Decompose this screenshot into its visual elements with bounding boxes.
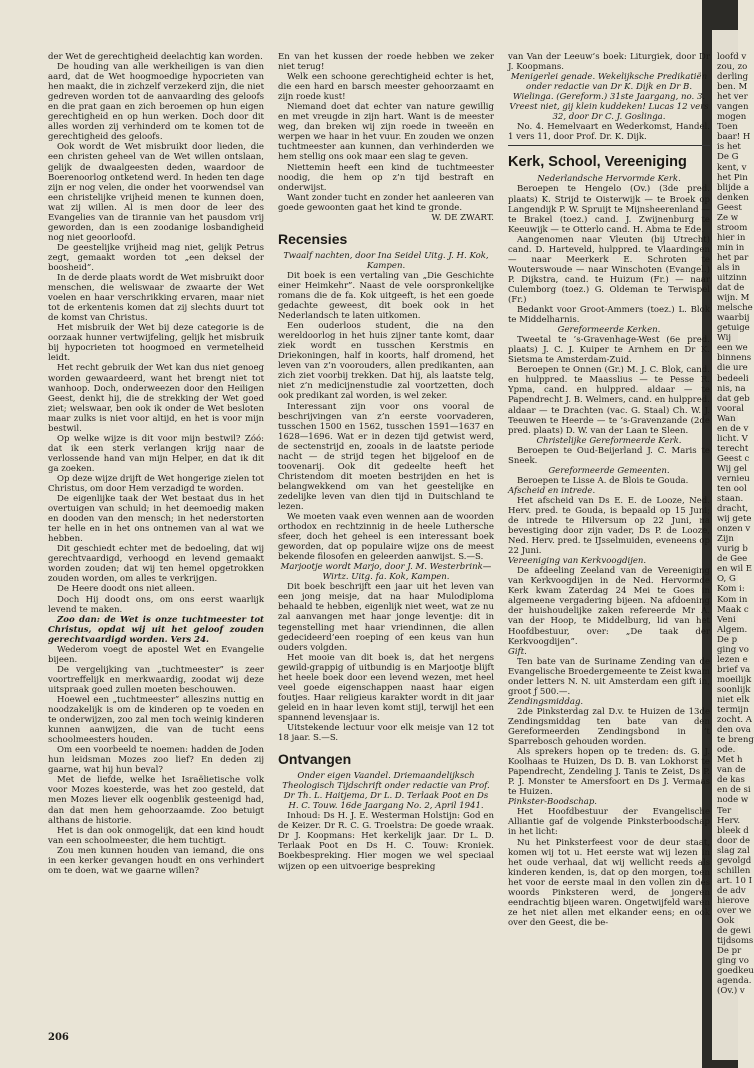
- cropped-line: Maak c: [717, 604, 749, 615]
- cropped-line: denken: [717, 192, 749, 203]
- cropped-line: vangen: [717, 102, 749, 113]
- cropped-line: licht. V: [717, 433, 748, 444]
- cropped-line: Herv.: [717, 815, 741, 826]
- cropped-line: brief va: [717, 664, 751, 675]
- paragraph: Marjootje wordt Marjo, door J. M. Westerbrink—Wirtz. Uitg. fa. Kok, Kampen.: [280, 562, 492, 583]
- cropped-line: Ter: [717, 805, 732, 816]
- cropped-line: Kom i:: [717, 584, 745, 595]
- cropped-line: tijdsoms: [717, 936, 754, 947]
- column-4-cropped: [717, 52, 754, 1042]
- paragraph: Zendingsmiddag.: [508, 696, 584, 707]
- cropped-line: is het: [717, 142, 741, 153]
- cropped-line: baar! H: [717, 132, 751, 143]
- cropped-line: slag zal: [717, 845, 750, 856]
- paragraph: Het afscheid van Ds E. E. de Looze, Ned. Herv. pred. te Gouda, is bepaald op 15 Juni; de intrede te Hilversum op 22 Juni, na bevestiging door zijn vader, Ds P. de Looze, Ned. Herv. pred. te IJsselmuiden, eveneens op 22 Juni.: [508, 495, 710, 557]
- paragraph: De Heere doodt ons niet alleen.: [57, 584, 195, 595]
- cropped-line: over we: [717, 905, 752, 916]
- cropped-line: agenda.: [717, 976, 752, 987]
- paragraph: Het Hoofdbestuur der Evangelische Alliantie gaf de volgende Pinksterboodschap in het licht:: [508, 807, 710, 838]
- cropped-line: Veni: [717, 614, 736, 625]
- paragraph: Een ouderloos student, die na den wereldoorlog in het huis zijner tante komt, daar ziek wordt en tusschen Kerstmis en Driekoningen, half in koorts, half dromend, het leven van z’n voorouders, allen predikanten, aan zich ziet voorbij trekken. Dat hij, als laatste telg, niet z’n medicijnenstudie zal voortzetten, doch ook predikant zal worden, is wel zeker.: [278, 321, 494, 402]
- cropped-line: bleek d: [717, 825, 749, 836]
- cropped-line: het ver: [717, 92, 748, 103]
- paragraph: Hoewel een „tuchtmeester” alleszins nuttig en noodzakelijk is om de kinderen op te voeden en te onderwijzen, zoo zal men toch weinig kinderen kunnen aanwijzen, die van de tucht eens schoolmeesters houden.: [48, 695, 264, 746]
- paragraph: Welk een schoone gerechtigheid echter is het, die een hard en barsch meester gehoorzaamt en zijn roede kust!: [278, 72, 494, 103]
- paragraph: Beroepen te Oud-Beijerland J. C. Maris te Sneek.: [508, 445, 710, 466]
- section-rule: [508, 145, 710, 146]
- section-heading: Kerk, School, Vereeniging: [508, 154, 687, 171]
- cropped-line: vurig b: [717, 544, 748, 555]
- paragraph: Om een voorbeeld te noemen: hadden de Joden hun leidsman Mozes zoo lief? En deden zij gaarne, wat hij hun beval?: [48, 745, 264, 776]
- paragraph: Gereformeerde Gemeenten.: [548, 465, 670, 476]
- cropped-line: ode.: [717, 745, 736, 756]
- cropped-line: melsche: [717, 303, 753, 314]
- cropped-line: en de si: [717, 785, 751, 796]
- paragraph: Inhoud: Ds H. J. E. Westerman Holstijn: God en de Keizer. Dr R. C. G. Troelstra: De goede wraak. Dr J. Koopmans: Het kerkelijk jaar. Dr L. D. Terlaak Poot en Ds H. C. Touw: Kroniek. Boekbespreking. Hier mogen we wel speciaal wijzen op een uitvoerige bespreking: [278, 811, 494, 872]
- paragraph: Gift.: [508, 646, 527, 657]
- paragraph: 2de Pinksterdag zal D.v. te Huizen de 13de Zendingsmiddag ten bate van den Gereformeerden Zendingsbond in ’t Sparrebosch gehouden worden.: [508, 706, 710, 748]
- cropped-line: dracht,: [717, 504, 749, 515]
- cropped-line: wij gete: [717, 514, 752, 525]
- cropped-line: en wil E: [717, 564, 753, 575]
- cropped-line: stroom: [717, 222, 748, 233]
- paragraph: De afdeeling Zeeland van de Vereeniging van Kerkvoogdijen in de Ned. Hervormde Kerk kwam Zaterdag 24 Mei te Goes in algemeene vergadering bijeen. Na afdoening der huishoudelijke zaken refereerde Mr A. van der Hoop, te Middelburg, lid van het Hoofdbestuur, over: „De taak der Kerkvoogdijen”.: [508, 566, 710, 647]
- column-3: [508, 52, 710, 1042]
- section-heading: Ontvangen: [278, 751, 352, 768]
- paragraph: Beroepen te Onnen (Gr.) M. J. C. Blok, cand. en hulppred. te Maasslius — te Pesse R. Ypma, cand. en hulppred. aldaar — te Papendrecht J. B. Welmers, cand. en hulppred. aldaar — te Drachten (vac. G. Staal) Ch. W. J. Teeuwen te Heerde — te ’s-Gravenzande (2de pred. plaats) D. W. van der Laan te Sleen.: [508, 365, 710, 436]
- cropped-line: termijn: [717, 705, 749, 716]
- paragraph: Uitstekende lectuur voor elk meisje van 12 tot 18 jaar. S.—S.: [278, 723, 494, 744]
- paragraph: En van het kussen der roede hebben we zeker niet terug!: [278, 52, 494, 73]
- cropped-line: Wan: [717, 413, 736, 424]
- cropped-line: die ure: [717, 363, 748, 374]
- cropped-line: vooral: [717, 403, 745, 414]
- paragraph: Op welke wijze is dit voor mijn bestwil? Zóó: dat ik een sterk verlangen krijg naar de verlossende hand van mijn Helper, en dat ik dit ga zoeken.: [48, 433, 264, 474]
- cropped-line: door de: [717, 835, 751, 846]
- cropped-line: het Pin: [717, 172, 748, 183]
- cropped-line: Geest: [717, 202, 742, 213]
- cropped-line: dat de: [717, 283, 745, 294]
- cropped-line: Ze w: [717, 212, 739, 223]
- cropped-line: nis, na: [717, 383, 746, 394]
- paragraph: Beroepen te Lisse A. de Blois te Gouda.: [517, 475, 689, 486]
- paragraph: Nederlandsche Hervormde Kerk.: [537, 174, 681, 185]
- paragraph: Twaalf nachten, door Ina Seidel Uitg. J. H. Kok, Kampen.: [283, 250, 489, 271]
- cropped-line: lezen e: [717, 654, 748, 665]
- cropped-line: den ova: [717, 725, 751, 736]
- paragraph: Zoo dan: de Wet is onze tuchtmeester tot Christus, opdat wij uit het geloof zouden gerechtvaardigd worden. Vers 24.: [48, 614, 264, 645]
- paragraph: Het mooie van dit boek is, dat het nergens gewild-grappig of uitbundig is en Marjootje blijft het heele boek door een levend wezen, met heel veel goede eigenschappen naast haar eigen foutjes. Haar religieus karakter wordt in dit jaar geleid en in haar leven komt stijl, terwijl het een spannend levensjaar is.: [278, 652, 494, 723]
- paragraph: Onder eigen Vaandel. Driemaandelijksch Theologisch Tijdschrift onder redactie van Prof. Dr Th. L. Haitjema, Dr L. D. Terlaak Poot en Ds H. C. Touw. 16de Jaargang No. 2, April 1941.: [282, 771, 490, 812]
- paragraph: Op deze wijze drijft de Wet hongerige zielen tot Christus, om door Hem verzadigd te worden.: [48, 473, 264, 495]
- cropped-line: staan.: [717, 494, 744, 505]
- cropped-line: niet elk: [717, 695, 750, 705]
- cropped-line: vernieu: [717, 473, 750, 484]
- cropped-line: de gewi: [717, 926, 751, 937]
- cropped-line: de Gee: [717, 554, 748, 565]
- paragraph: Menigerlei genade. Wekelijksche Predikatiën onder redactie van Dr K. Dijk en Dr B. Wielinga. (Gereform.) 31ste Jaargang, no. 3. Vreest niet, gij klein kuddeken! Lucas 12 vers 32, door Dr C. J. Goslinga.: [509, 72, 709, 123]
- paragraph: Interessant zijn voor ons vooral de beschrijvingen van z’n eerste voorvaderen, tusschen 1500 en 1562, tusschen 1591—1637 en 1628—1696. Wat er in dezen tijd getwist werd, de sectenstrijd en, zooals in de laatste periode nacht — de strijd tegen het bijgeloof en de toovenarij. Ook dit gedeelte heeft het Christendom dit moeten bestrijden en het is belangwekkend om van het geestelijke en zedelijke leven van dien tijd in Duitschland te lezen.: [278, 401, 494, 512]
- paragraph: Het misbruik der Wet bij deze categorie is de oorzaak hunner vertwijfeling, gelijk het misbruik bij hypocrieten tot hoogmoed en vermetelheid leidt.: [48, 323, 264, 364]
- cropped-line: ten ool: [717, 484, 747, 495]
- paragraph: Dit geschiedt echter met de bedoeling, dat wij gerechtvaardigd, verhoogd en levend gemaakt worden zouden; dat wij ten hemel opgetrokken zouden worden, om alles te verkrijgen.: [48, 544, 264, 585]
- cropped-line: O, G: [717, 574, 736, 585]
- paragraph: Nu het Pinksterfeest voor de deur staat, komen wij tot u. Het eerste wat wij lezen in het oude verhaal, dat wij wellicht reeds als kinderen kenden, is, dat op den morgen, toen het voor de eerste maal in den vollen zin des woords Pinksteren werd, de jongeren eendrachtig bijeen waren. Ongetwijfeld waren ze het niet allen met elkander eens; en ook over den Geest, die be-: [508, 837, 710, 928]
- cropped-line: moeilijk: [717, 674, 752, 685]
- cropped-line: derling: [717, 72, 749, 83]
- paragraph: De eigenlijke taak der Wet bestaat dus in het overtuigen van schuld; in het deemoedig maken en dooden van den mensch; in het nederstorten ter helle en in het ons ontnemen van al wat we hebben.: [48, 494, 264, 545]
- paragraph: Tweetal te ’s-Gravenhage-West (6e pred. plaats) J. C. J. Kuiper te Arnhem en Dr K. Sietsma te Amsterdam-Zuid.: [508, 335, 710, 366]
- paragraph: Het is dan ook onmogelijk, dat een kind houdt van een schoolmeester, die hem tuchtigt.: [48, 825, 264, 846]
- cropped-line: Kom in: [717, 594, 748, 605]
- paragraph: W. DE ZWART.: [431, 212, 494, 223]
- cropped-line: te breng: [717, 735, 754, 746]
- cropped-line: onzen v: [717, 524, 751, 535]
- paragraph: We moeten vaak even wennen aan de woorden orthodox en rechtzinnig in de heele Luthersche sfeer, doch het geheel is een interessant boek geworden, dat op populaire wijze ons de meest bekende filosofen en geleerden aanwijst. S.—S.: [278, 512, 494, 563]
- cropped-line: uitzinn: [717, 273, 747, 284]
- cropped-line: als in: [717, 262, 741, 273]
- cropped-line: Algem.: [717, 624, 748, 635]
- paragraph: Ook wordt de Wet misbruikt door lieden, die een christen geheel van de Wet willen ontslaan, gelijk de dwaalgeesten deden, waardoor de Boerenoorlog ontketend werd. In heden ten dage zijn er nog velen, die onder het voorwendsel van een christelijke vrijheid menen te kunnen doen, wat zij willen. Al is men door de leer des Evangelies van de tirannie van het pausdom vrij geworden, dan is een zoodanige losbandigheid nog niet geoorloofd.: [48, 142, 264, 243]
- page-number: 206: [48, 1032, 69, 1043]
- cropped-line: loofd v: [717, 52, 747, 62]
- paragraph: Dit boek beschrijft een jaar uit het leven van een jong meisje, dat na haar Mulodiploma behaald te hebben, eigenlijk niet weet, wat ze nu zal aanvangen met haar jonge leventje: dit in tegenstelling met haar vriendinnen, die allen gedecideerd’een roeping of een keus van hun ouders volgden.: [278, 582, 494, 653]
- paragraph: In de derde plaats wordt de Wet misbruikt door menschen, die weliswaar de zwaarte der Wet voelen en haar verschrikking ervaren, maar niet tot de erkentenis komen dat zij slechts duurt tot de komst van Christus.: [48, 273, 264, 324]
- paragraph: Als sprekers hopen op te treden: ds. G. J. Koolhaas te Huizen, Ds D. B. van Lokhorst te Papendrecht, Zendeling J. Tanis te Zeist, Ds P. P. J. Monster te Amersfoort en Ds J. Vermaas te Huizen.: [508, 747, 710, 798]
- cropped-line: kent, v: [717, 162, 747, 173]
- cropped-line: de adv: [717, 885, 746, 896]
- cropped-line: Zijn: [717, 534, 734, 545]
- cropped-line: hier in: [717, 232, 746, 243]
- cropped-line: hierove: [717, 895, 750, 906]
- cropped-line: Ook: [717, 916, 735, 927]
- cropped-line: Toen: [717, 122, 738, 133]
- cropped-line: ging vo: [717, 956, 749, 967]
- cropped-line: en de v: [717, 423, 749, 434]
- cropped-line: waarbij: [717, 313, 750, 324]
- cropped-line: ging vo: [717, 644, 749, 655]
- cropped-line: zocht. A: [717, 715, 752, 726]
- cropped-line: van de: [717, 765, 746, 776]
- cropped-line: Wij: [717, 333, 732, 344]
- paragraph: Het recht gebruik der Wet kan dus niet genoeg worden gewaardeerd, want het brengt niet tot wanhoop. Doch, onderweezen door den Heiligen Geest, denkt hij, die de strekking der Wet goed ziet; welswaar, ben ook ik onder de Wet besloten maar zulks is niet voor altijd, en het is voor mijn bestwil.: [48, 363, 264, 434]
- paragraph: Vereeniging van Kerkvoogdijen.: [508, 556, 647, 567]
- paragraph: Doch Hij doodt ons, om ons eerst waarlijk levend te maken.: [48, 594, 264, 615]
- paragraph: De vergelijking van „tuchtmeester” is zeer voortreffelijk en merkwaardig, zoodat wij deze uitspraak goed zullen moeten beschouwen.: [48, 664, 264, 695]
- cropped-line: min in: [717, 242, 745, 253]
- cropped-line: node w: [717, 795, 749, 806]
- cropped-line: De G: [717, 152, 739, 163]
- paragraph: Met de liefde, welke het Israëlietische volk voor Mozes koesterde, was het zoo gesteld, dat men Mozes liever elk oogenblik gesteenigd had, dan dat men hem gehoorzaamde. Zoo betuigt althans de historie.: [48, 775, 264, 826]
- cropped-line: dat geb: [717, 393, 750, 404]
- paragraph: Gereformeerde Kerken.: [557, 325, 661, 336]
- cropped-line: goedkeu: [717, 966, 754, 977]
- cropped-line: getuige: [717, 323, 750, 334]
- paragraph: Beroepen te Hengelo (Ov.) (3de pred. plaats) K. Strijd te Oisterwijk — te Broek op Langendijk P. W. Spruijt te Mijnsheerenland — te Brakel (toez.) cand. J. Zwijnenburg te Keeuwijk — te Otterlo cand. H. Abma te Ede.: [508, 184, 710, 235]
- cropped-line: blijde a: [717, 182, 749, 193]
- paragraph: Christelijke Gereformeerde Kerk.: [536, 435, 682, 446]
- cropped-line: Wij gel: [717, 463, 747, 474]
- paragraph: Niettemin heeft een kind de tuchtmeester noodig, die hem op z’n tijd bestraft en onderwijst.: [278, 162, 494, 193]
- paragraph: Wederom voegt de apostel Wet en Evangelie bijeen.: [48, 644, 264, 665]
- paragraph: De houding van alle werkheiligen is van dien aard, dat de Wet hoogmoedige hypocrieten van hen maakt, die in zichzelf verzekerd zijn, die niet gedreven worden tot de aanvaarding des geloofs en die prat gaan en zich beroemen op hun eigen gerechtigheid en op hun werken. Doch door dit alles worden zij verhinderd om te komen tot de gerechtigheid des geloofs.: [48, 62, 264, 143]
- cropped-line: soonlijk: [717, 684, 751, 695]
- cropped-line: terecht: [717, 443, 749, 454]
- cropped-line: De pr: [717, 946, 742, 957]
- column-1: [48, 52, 264, 1042]
- cropped-line: Met h: [717, 755, 743, 766]
- paragraph: der Wet de gerechtigheid deelachtig kan worden.: [48, 52, 263, 62]
- cropped-line: bedeeli: [717, 373, 749, 384]
- paragraph: Zou men kunnen houden van iemand, die ons in een kerker gevangen houdt en ons verhindert om te doen, wat we gaarne willen?: [48, 845, 264, 876]
- section-heading: Recensies: [278, 230, 348, 247]
- cropped-line: art. 10 I: [717, 875, 753, 886]
- paragraph: Bedankt voor Groot-Ammers (toez.) L. Blok te Middelharnis.: [508, 305, 710, 326]
- cropped-line: een we: [717, 343, 748, 354]
- cropped-line: het par: [717, 252, 749, 263]
- cropped-line: gevolgd: [717, 855, 752, 866]
- cropped-line: Geest c: [717, 453, 750, 464]
- cropped-line: De p: [717, 634, 738, 645]
- cropped-line: de kas: [717, 775, 745, 786]
- cropped-line: ben. M: [717, 82, 748, 93]
- cropped-line: binnens: [717, 353, 752, 364]
- cropped-line: zou, zo: [717, 62, 748, 73]
- paragraph: Dit boek is een vertaling van „Die Geschichte einer Heimkehr”. Naast de vele oorspronkelijke romans die de fa. Kok uitgeeft, is het een goede gedachte geweest, dit boek ook in het Nederlandsch te laten uitkomen.: [278, 270, 494, 322]
- cropped-line: mogen: [717, 112, 747, 123]
- column-2: [278, 52, 494, 910]
- cropped-line: wijn. M: [717, 293, 750, 304]
- cropped-line: schillen: [717, 865, 751, 876]
- paragraph: Ten bate van de Suriname Zending van de Evangelische Broedergemeente te Zeist kwam onder letters N. N. uit Amsterdam een gift in, groot ƒ 500.—.: [508, 656, 710, 697]
- paragraph: Niemand doet dat echter van nature gewillig en met vreugde in zijn hart. Want is de meester weg, dan breken wij zijn roede in tweeën en werpen we haar in het vuur. En zouden we onzen tuchtmeester aan kunnen, dan verhinderden we hem stellig ons ook maar een slag te geven.: [278, 102, 494, 163]
- paragraph: No. 4. Hemelvaart en Wederkomst, Handel. 1 vers 11, door Prof. Dr. K. Dijk.: [508, 122, 710, 143]
- paragraph: Pinkster-Boodschap.: [508, 797, 598, 808]
- paragraph: Aangenomen naar Vleuten (bij Utrecht) cand. D. Harteveld, hulppred. te Vlaardingen — naar Meerkerk E. Schroten te Wouterswoude — naar Winschoten (Evangel.) P. Dijkstra, cand. te Huizum (Fr.) — naar Culemborg (toez.) G. Oldeman te Terwispel (Fr.): [508, 234, 710, 305]
- paragraph: van Van der Leeuw’s boek: Liturgiek, door Dr J. Koopmans.: [508, 52, 710, 73]
- paragraph: Want zonder tucht en zonder het aanleeren van goede gewoonten gaat het kind te gronde.: [278, 192, 494, 213]
- paragraph: Afscheid en intrede.: [508, 485, 596, 496]
- cropped-line: (Ov.) v: [717, 986, 745, 997]
- paragraph: De geestelijke vrijheid mag niet, gelijk Petrus zegt, gemaakt worden tot „een deksel der boosheid”.: [48, 242, 264, 273]
